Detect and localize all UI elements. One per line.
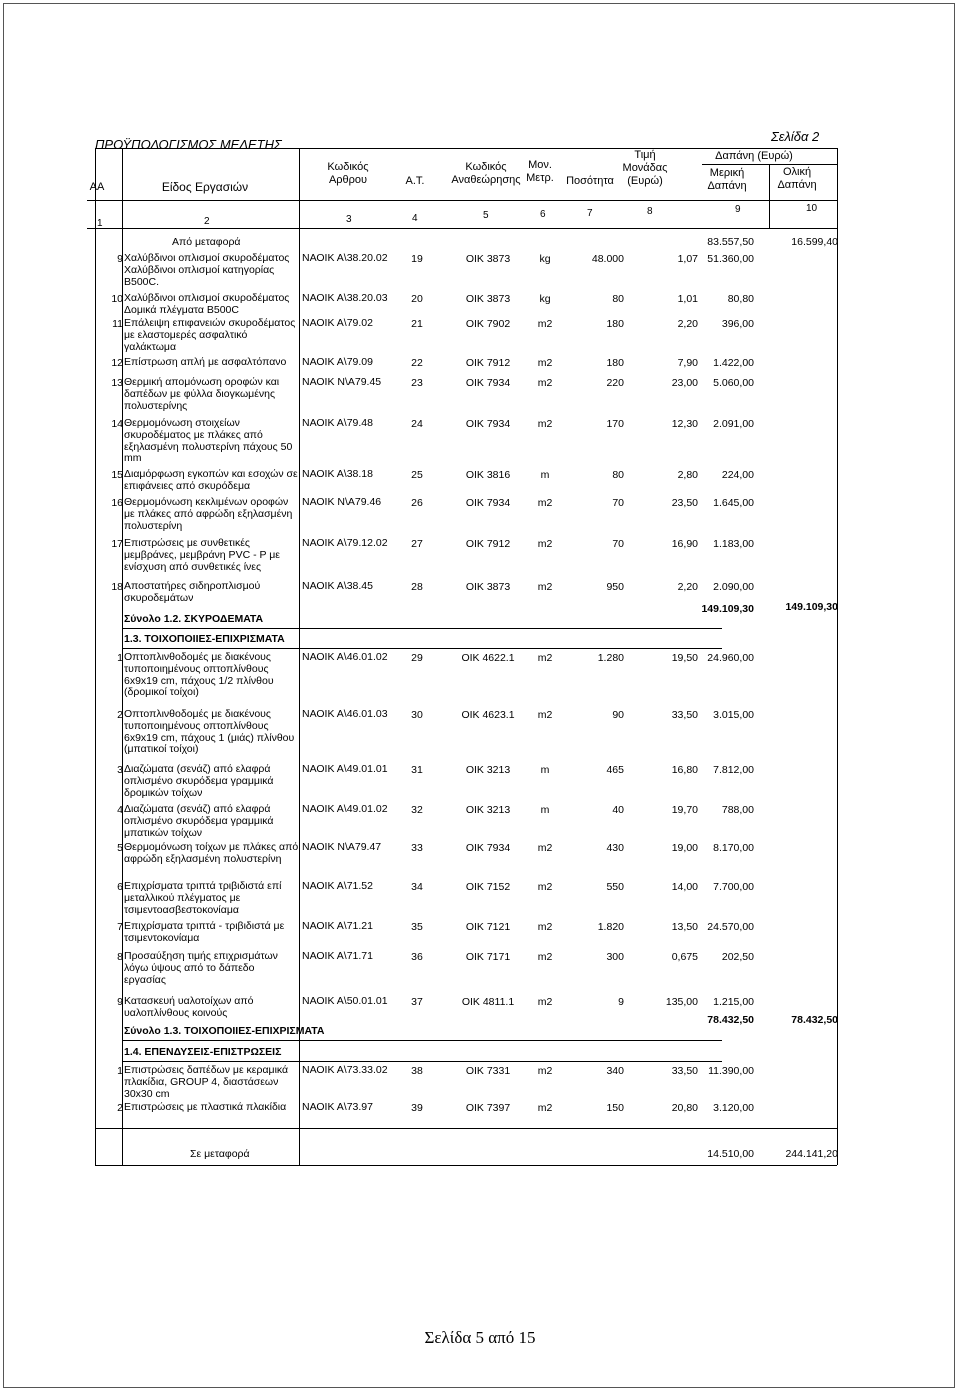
row-at: 19 [411, 253, 423, 265]
colnum-bottom-rule [87, 228, 837, 229]
row-partial: 7.700,00 [713, 881, 754, 893]
row-qty: 9 [618, 996, 624, 1008]
row-anal: ΟΙΚ 7934 [465, 842, 511, 854]
row-qty: 340 [606, 1065, 624, 1077]
row-anal: ΟΙΚ 7934 [465, 377, 511, 389]
row-code: ΝΑΟΙΚ Α\46.01.02 [302, 651, 388, 663]
row-partial: 788,00 [721, 804, 754, 816]
row-aa: 5 [117, 842, 123, 854]
sum-12-partial: 149.109,30 [701, 603, 754, 615]
row-at: 22 [411, 357, 423, 369]
row-at: 34 [411, 881, 423, 893]
row-anal: ΟΙΚ 7912 [465, 357, 511, 369]
row-partial: 11.390,00 [708, 1065, 754, 1077]
row-anal: ΟΙΚ 3816 [465, 469, 511, 481]
row-desc: Διαμόρφωση εγκοπών και εσοχών σε επιφάνειες από σκυρόδεμα [124, 468, 298, 492]
row-price: 2,20 [677, 318, 698, 330]
row-partial: 396,00 [721, 318, 754, 330]
row-at: 38 [411, 1065, 423, 1077]
row-qty: 180 [606, 357, 624, 369]
row-price: 0,675 [671, 951, 698, 963]
row-anal: ΟΙΚ 7171 [465, 951, 511, 963]
row-desc: Θερμομόνωση κεκλιμένων οροφών με πλάκες από αφρώδη εξηλασμένη πολυστερίνη [124, 496, 293, 532]
row-at: 25 [411, 469, 423, 481]
row-qty: 170 [606, 418, 624, 430]
row-desc: Επιστρώσεις με συνθετικές μεμβράνες, μεμβράνη PVC - P με ενίσχυση από συνθετικές ίνες [124, 537, 280, 573]
carry-label: Από μεταφορά [172, 236, 241, 248]
row-price: 19,70 [671, 804, 698, 816]
row-price: 23,50 [671, 497, 698, 509]
row-anal: ΟΙΚ 3873 [465, 293, 511, 305]
row-aa: 13 [111, 377, 123, 389]
row-aa: 6 [117, 881, 123, 893]
row-code: ΝΑΟΙΚ Α\38.20.02 [302, 252, 388, 264]
row-aa: 17 [111, 538, 123, 550]
row-unit: kg [539, 293, 551, 305]
row-unit: m [540, 469, 550, 481]
row-price: 16,80 [671, 764, 698, 776]
row-price: 19,00 [671, 842, 698, 854]
sum-12-label: Σύνολο 1.2. ΣΚΥΡΟΔΕΜΑΤΑ [124, 613, 264, 625]
sum-13-partial: 78.432,50 [707, 1014, 754, 1026]
row-partial: 1.183,00 [713, 538, 754, 550]
row-code: ΝΑΟΙΚ Α\79.02 [302, 317, 373, 329]
row-unit: m2 [537, 538, 553, 550]
header-top-rule [95, 148, 837, 149]
row-at: 24 [411, 418, 423, 430]
row-anal: ΟΙΚ 4811.1 [461, 996, 515, 1008]
colnum-3: 3 [346, 214, 352, 225]
carry-out-total: 244.141,20 [785, 1148, 838, 1160]
row-aa: 1 [117, 1065, 123, 1077]
carry-partial: 83.557,50 [707, 236, 754, 248]
row-desc: Οπτοπλινθοδομές με διακένους τυποποιημένους οπτοπλίνθους 6x9x19 cm, πάχους 1/2 πλίνθου (δρομικοί τοίχοι) [124, 651, 274, 699]
row-aa: 16 [111, 497, 123, 509]
row-unit: m2 [537, 709, 553, 721]
carry-total: 16.599,40 [791, 236, 838, 248]
row-price: 7,90 [677, 357, 698, 369]
row-code: ΝΑΟΙΚ Α\50.01.01 [302, 995, 388, 1007]
row-unit: m2 [537, 497, 553, 509]
row-price: 13,50 [671, 921, 698, 933]
row-at: 36 [411, 951, 423, 963]
row-code: ΝΑΟΙΚ Α\49.01.02 [302, 803, 388, 815]
row-at: 33 [411, 842, 423, 854]
row-price: 135,00 [665, 996, 698, 1008]
row-at: 32 [411, 804, 423, 816]
row-partial: 1.215,00 [713, 996, 754, 1008]
row-aa: 3 [117, 764, 123, 776]
col-header-cost: Δαπάνη (Ευρώ) [715, 150, 793, 162]
row-code: ΝΑΟΙΚ Α\73.33.02 [302, 1064, 388, 1076]
col-header-qty: Ποσότητα [566, 175, 614, 187]
col-divider-desc [299, 148, 300, 1165]
row-code: ΝΑΟΙΚ Α\38.45 [302, 580, 373, 592]
row-qty: 465 [606, 764, 624, 776]
row-unit: m2 [537, 418, 553, 430]
row-at: 21 [411, 318, 423, 330]
colnum-8: 8 [647, 206, 653, 217]
row-code: ΝΑΟΙΚ Α\71.21 [302, 920, 373, 932]
row-aa: 11 [112, 318, 123, 330]
colnum-1: 1 [97, 218, 103, 229]
row-qty: 220 [606, 377, 624, 389]
row-anal: ΟΙΚ 4623.1 [461, 709, 515, 721]
row-unit: m2 [537, 842, 553, 854]
row-price: 20,80 [671, 1102, 698, 1114]
sum-12-total: 149.109,30 [785, 601, 838, 613]
row-aa: 1 [117, 652, 123, 664]
page-footer: Σελίδα 5 από 15 [424, 1328, 536, 1347]
row-desc: Χαλύβδινοι οπλισμοί σκυροδέματος Δομικά πλέγματα Β500C [124, 292, 290, 316]
row-anal: ΟΙΚ 3213 [465, 764, 511, 776]
row-price: 1,01 [677, 293, 698, 305]
col-header-code: Κωδικός Αρθρου [327, 161, 369, 186]
col-header-unit: Μον. Μετρ. [526, 159, 554, 184]
row-qty: 180 [606, 318, 624, 330]
col-header-partial: Μερική Δαπάνη [707, 167, 747, 192]
sum-12-rule [122, 628, 722, 629]
row-desc: Επάλειψη επιφανειών σκυροδέματος με ελαστομερές ασφαλτικό γαλάκτωμα [124, 317, 296, 353]
row-anal: ΟΙΚ 7902 [465, 318, 511, 330]
row-code: ΝΑΟΙΚ Α\79.48 [302, 417, 373, 429]
row-aa: 4 [117, 804, 123, 816]
row-aa: 15 [111, 469, 123, 481]
col-header-price: Τιμή Μονάδας (Ευρώ) [622, 149, 668, 187]
row-qty: 1.820 [597, 921, 624, 933]
page-title: ΠΡΟΫΠΟΛΟΓΙΣΜΟΣ ΜΕΛΕΤΗΣ [95, 137, 282, 152]
section-14-heading: 1.4. ΕΠΕΝΔΥΣΕΙΣ-ΕΠΙΣΤΡΩΣΕΙΣ [124, 1046, 282, 1058]
row-unit: m2 [537, 581, 553, 593]
col-header-anal: Κωδικός Αναθεώρησης [451, 161, 521, 186]
row-aa: 18 [111, 581, 123, 593]
row-desc: Θερμική απομόνωση οροφών και δαπέδων με φύλλα διογκωμένης πολυστερίνης [124, 376, 280, 412]
row-partial: 2.091,00 [713, 418, 754, 430]
row-partial: 3.015,00 [713, 709, 754, 721]
row-price: 12,30 [671, 418, 698, 430]
colnum-6: 6 [540, 209, 546, 220]
row-price: 33,50 [671, 709, 698, 721]
row-desc: Επιστρώσεις δαπέδων με κεραμικά πλακίδια, GROUP 4, διαστάσεων 30x30 cm [124, 1064, 289, 1100]
row-partial: 24.570,00 [707, 921, 754, 933]
row-partial: 202,50 [721, 951, 754, 963]
row-price: 19,50 [671, 652, 698, 664]
col-divider-aa [122, 148, 123, 1165]
row-unit: m2 [537, 318, 553, 330]
row-at: 28 [411, 581, 423, 593]
row-anal: ΟΙΚ 7934 [465, 497, 511, 509]
row-unit: m [540, 764, 550, 776]
section-13-rule [122, 648, 722, 649]
row-desc: Επιχρίσματα τριπτά - τριβιδιστά με τσιμεντοκονίαμα [124, 920, 285, 944]
table-left-border [95, 148, 96, 1165]
row-code: ΝΑΟΙΚ Α\71.71 [302, 950, 373, 962]
sum-13-rule [122, 1040, 722, 1041]
row-desc: Κατασκευή υαλοτοίχων από υαλοπλίνθους κοινούς [124, 995, 254, 1019]
row-aa: 10 [111, 293, 123, 305]
row-unit: m [540, 804, 550, 816]
row-qty: 80 [612, 469, 624, 481]
row-anal: ΟΙΚ 3873 [465, 253, 511, 265]
row-price: 2,20 [677, 581, 698, 593]
row-partial: 2.090,00 [713, 581, 754, 593]
row-desc: Θερμομόνωση στοιχείων σκυροδέματος με πλάκες από εξηλασμένη πολυστερίνη πάχους 50 mm [124, 417, 293, 465]
row-partial: 5.060,00 [713, 377, 754, 389]
row-anal: ΟΙΚ 7934 [465, 418, 511, 430]
colnum-4: 4 [412, 213, 418, 224]
row-unit: m2 [537, 377, 553, 389]
row-price: 14,00 [671, 881, 698, 893]
colnum-5: 5 [483, 210, 489, 221]
row-unit: m2 [537, 951, 553, 963]
sum-13-total: 78.432,50 [791, 1014, 838, 1026]
section-13-heading: 1.3. ΤΟΙΧΟΠΟΙΙΕΣ-ΕΠΙΧΡΙΣΜΑΤΑ [124, 633, 285, 645]
row-qty: 550 [606, 881, 624, 893]
row-partial: 24.960,00 [707, 652, 754, 664]
row-qty: 40 [612, 804, 624, 816]
row-desc: Αποστατήρες σιδηροπλισμού σκυροδεμάτων [124, 580, 261, 604]
row-partial: 80,80 [727, 293, 754, 305]
sum-13-label: Σύνολο 1.3. ΤΟΙΧΟΠΟΙΙΕΣ-ΕΠΙΧΡΙΣΜΑΤΑ [124, 1025, 325, 1037]
row-price: 2,80 [677, 469, 698, 481]
row-unit: m2 [537, 921, 553, 933]
row-qty: 70 [612, 538, 624, 550]
row-desc: Διαζώματα (σενάζ) από ελαφρά οπλισμένο σκυρόδεμα γραμμικά μπατικών τοίχων [124, 803, 274, 839]
row-anal: ΟΙΚ 4622.1 [461, 652, 515, 664]
row-unit: kg [539, 253, 551, 265]
row-code: ΝΑΟΙΚ Ν\Α79.45 [302, 376, 382, 388]
row-code: ΝΑΟΙΚ Α\71.52 [302, 880, 373, 892]
row-code: ΝΑΟΙΚ Ν\Α79.47 [302, 841, 382, 853]
row-anal: ΟΙΚ 7331 [465, 1065, 511, 1077]
row-desc: Επίστρωση απλή με ασφαλτόπανο [124, 356, 287, 368]
row-at: 29 [411, 652, 423, 664]
row-price: 33,50 [671, 1065, 698, 1077]
row-code: ΝΑΟΙΚ Α\79.09 [302, 356, 373, 368]
row-qty: 70 [612, 497, 624, 509]
row-at: 37 [411, 996, 423, 1008]
row-qty: 48.000 [591, 253, 624, 265]
row-unit: m2 [537, 1065, 553, 1077]
row-code: ΝΑΟΙΚ Α\73.97 [302, 1101, 373, 1113]
carry-out-partial: 14.510,00 [707, 1148, 754, 1160]
row-anal: ΟΙΚ 7121 [465, 921, 511, 933]
row-desc: Προσαύξηση τιμής επιχρισμάτων λόγω ύψους από το δάπεδο εργασίας [124, 950, 278, 986]
row-aa: 7 [117, 921, 123, 933]
row-qty: 950 [606, 581, 624, 593]
row-anal: ΟΙΚ 3873 [465, 581, 511, 593]
table-right-border [837, 148, 838, 1165]
row-anal: ΟΙΚ 7152 [465, 881, 511, 893]
row-qty: 1.280 [597, 652, 624, 664]
row-at: 23 [411, 377, 423, 389]
row-unit: m2 [537, 357, 553, 369]
row-desc: Διαζώματα (σενάζ) από ελαφρά οπλισμένο σκυρόδεμα γραμμικά δρομικών τοίχων [124, 763, 274, 799]
colnum-9: 9 [735, 204, 741, 215]
row-code: ΝΑΟΙΚ Α\38.18 [302, 468, 373, 480]
col-header-at: Α.Τ. [405, 175, 425, 187]
row-at: 35 [411, 921, 423, 933]
row-qty: 90 [612, 709, 624, 721]
row-aa: 8 [117, 951, 123, 963]
col-header-desc: Είδος Εργασιών [161, 180, 249, 194]
row-at: 26 [411, 497, 423, 509]
row-desc: Επιστρώσεις με πλαστικά πλακίδια [124, 1101, 287, 1113]
table-bottom-rule [95, 1165, 837, 1166]
page-number-top: Σελίδα 2 [771, 129, 820, 144]
col-header-aa: ΑΑ [89, 181, 105, 193]
row-qty: 430 [606, 842, 624, 854]
row-code: ΝΑΟΙΚ Α\38.20.03 [302, 292, 388, 304]
row-aa: 9 [117, 996, 123, 1008]
row-at: 20 [411, 293, 423, 305]
row-code: ΝΑΟΙΚ Ν\Α79.46 [302, 496, 382, 508]
row-unit: m2 [537, 881, 553, 893]
row-partial: 224,00 [721, 469, 754, 481]
row-price: 1,07 [677, 253, 698, 265]
row-anal: ΟΙΚ 7397 [465, 1102, 511, 1114]
row-at: 27 [411, 538, 423, 550]
row-code: ΝΑΟΙΚ Α\46.01.03 [302, 708, 388, 720]
row-code: ΝΑΟΙΚ Α\79.12.02 [302, 537, 388, 549]
colnum-2: 2 [204, 216, 210, 227]
row-qty: 80 [612, 293, 624, 305]
header-bottom-rule [87, 200, 837, 201]
colnum-7: 7 [587, 208, 593, 219]
row-aa: 2 [117, 1102, 123, 1114]
row-code: ΝΑΟΙΚ Α\49.01.01 [302, 763, 388, 775]
row-desc: Χαλύβδινοι οπλισμοί σκυροδέματος Χαλύβδινοι οπλισμοί κατηγορίας Β500C. [124, 252, 290, 288]
row-aa: 14 [111, 418, 123, 430]
row-partial: 1.422,00 [713, 357, 754, 369]
row-qty: 300 [606, 951, 624, 963]
row-aa: 2 [117, 709, 123, 721]
row-unit: m2 [537, 996, 553, 1008]
row-anal: ΟΙΚ 7912 [465, 538, 511, 550]
row-at: 39 [411, 1102, 423, 1114]
row-unit: m2 [537, 1102, 553, 1114]
section-14-rule [122, 1061, 722, 1062]
row-qty: 150 [606, 1102, 624, 1114]
header-cost-divider [769, 164, 770, 228]
row-unit: m2 [537, 652, 553, 664]
colnum-10: 10 [806, 203, 818, 214]
row-at: 31 [411, 764, 423, 776]
row-aa: 9 [117, 253, 123, 265]
row-partial: 51.360,00 [707, 253, 754, 265]
row-aa: 12 [111, 357, 123, 369]
row-at: 30 [411, 709, 423, 721]
carry-out-label: Σε μεταφορά [190, 1148, 250, 1160]
col-header-total: Ολική Δαπάνη [777, 166, 817, 191]
row-partial: 8.170,00 [713, 842, 754, 854]
row-partial: 1.645,00 [713, 497, 754, 509]
row-desc: Επιχρίσματα τριπτά τριβιδιστά επί μεταλλικού πλέγματος με τσιμεντοασβεστοκονίαμα [124, 880, 282, 916]
row-price: 23,00 [671, 377, 698, 389]
row-desc: Οπτοπλινθοδομές με διακένους τυποποιημένους οπτοπλίνθους 6x9x19 cm, πάχους 1 (μιάς) πλίνθου (μπατικοί τοίχοι) [124, 708, 295, 756]
row-partial: 7.812,00 [713, 764, 754, 776]
row-partial: 3.120,00 [713, 1102, 754, 1114]
row-anal: ΟΙΚ 3213 [465, 804, 511, 816]
row-desc: Θερμομόνωση τοίχων με πλάκες από αφρώδη εξηλασμένη πολυστερίνη [124, 841, 299, 865]
row-price: 16,90 [671, 538, 698, 550]
carry-out-rule [95, 1128, 837, 1129]
